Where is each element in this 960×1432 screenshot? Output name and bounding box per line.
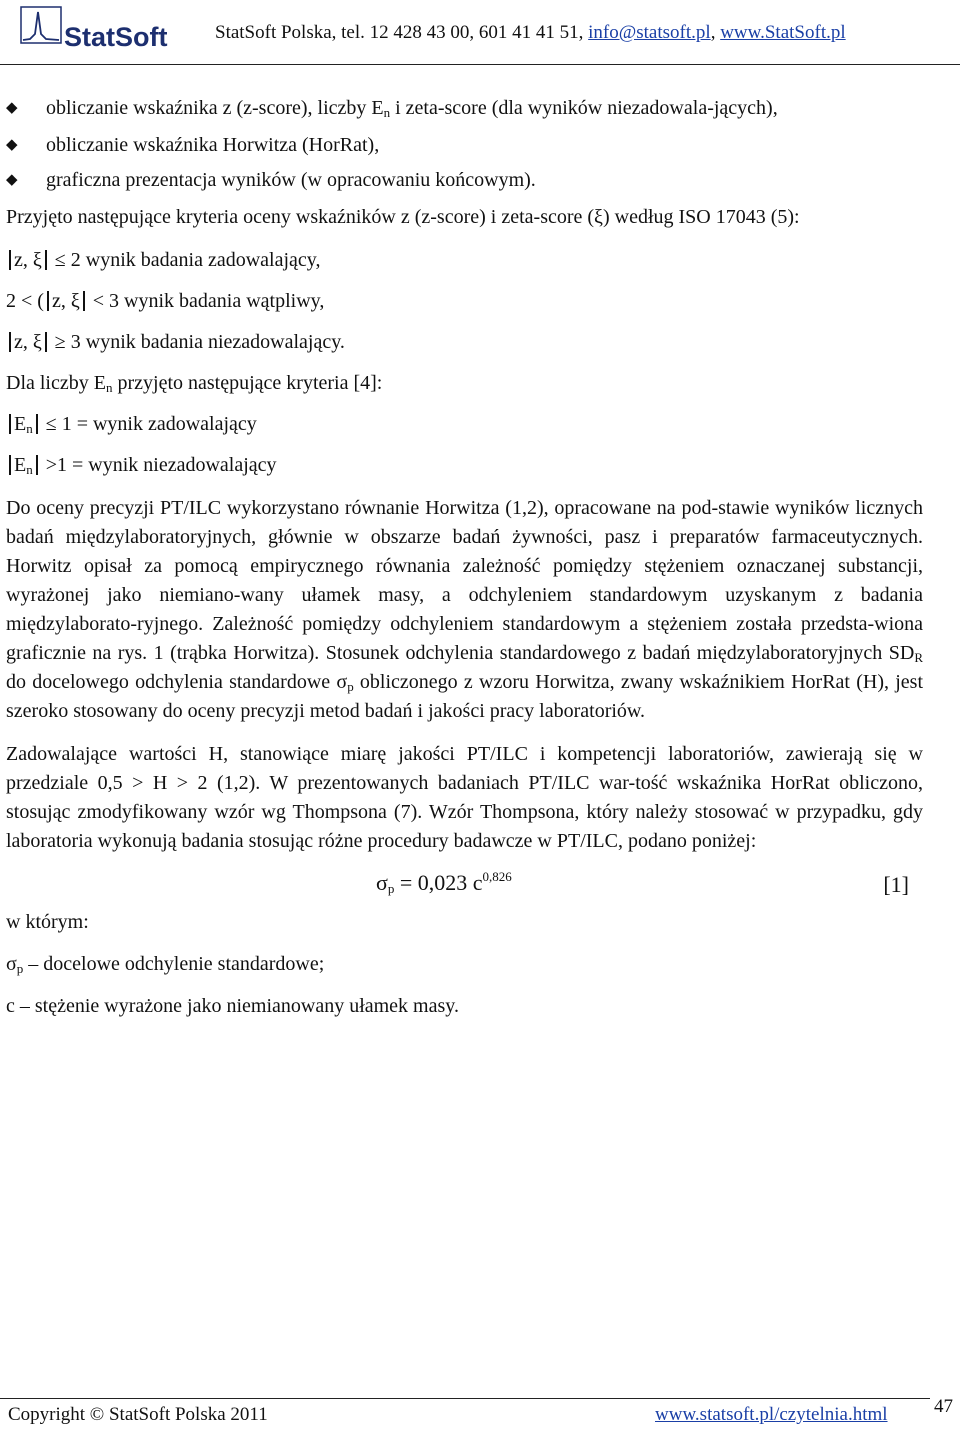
contact-text: StatSoft Polska, tel. 12 428 43 00, 601 41 41 51,	[215, 22, 589, 43]
separator: ,	[710, 22, 721, 43]
header-contact	[215, 22, 846, 44]
criterion-line: z, ξ ≤ 2 wynik badania zadowalający,	[6, 246, 923, 275]
footer-divider	[0, 1398, 930, 1399]
logo-chart-icon	[20, 6, 190, 52]
where-label: w którym:	[6, 911, 89, 933]
definition-sigma: $\sigma_p$ – docelowe odchylenie standardowe;	[6, 953, 325, 976]
criterion-line: z, ξ ≥ 3 wynik badania niezadowalający.	[6, 328, 923, 357]
email-link[interactable]: info@statsoft.pl	[588, 22, 711, 43]
header-divider	[0, 64, 960, 65]
horrat-paragraph: Zadowalające wartości H, stanowiące miarę jakości PT/ILC i kompetencji laboratoriów, zawierają się w przedziale 0,5 > H > 2 (1,2). W prezentowanych badaniach PT/ILC war-tość wskaźnika HorRat obliczono, stosując zmodyfikowany wzór wg Thompsona (7). Wzór Thompsona, który należy stosować w przypadku, gdy laboratoria wykonują badania stosując różne procedury badawcze w PT/ILC, podano poniżej:	[6, 743, 923, 852]
website-link[interactable]: www.StatSoft.pl	[720, 22, 846, 43]
document-body	[6, 94, 923, 1021]
en-criterion-line: $E_n \le 1$ = wynik zadowalający	[6, 410, 923, 439]
en-criteria-intro: Dla liczby $E_n$ przyjęto następujące kryteria [4]:	[6, 372, 383, 395]
diamond-bullet-icon: ◆	[6, 100, 18, 116]
footer-link[interactable]: www.statsoft.pl/czytelnia.html	[655, 1404, 888, 1425]
bullet-text: obliczanie wskaźnika Horwitza (HorRat),	[46, 134, 380, 156]
criterion-line: 2 < ( z, ξ < 3 wynik badania wątpliwy,	[6, 290, 325, 312]
equation-body: $\sigma_p = 0,023$ $c^{0,826}$	[376, 869, 512, 896]
statsoft-logo	[20, 6, 190, 52]
footer-copyright: Copyright © StatSoft Polska 2011	[8, 1404, 268, 1425]
en-criterion-line: $E_n >1$ = wynik niezadowalający	[6, 451, 923, 480]
logo-text: StatSoft	[64, 22, 168, 52]
diamond-bullet-icon: ◆	[6, 172, 18, 188]
equation	[6, 862, 923, 904]
definition-c: c – stężenie wyrażone jako niemianowany ułamek masy.	[6, 995, 459, 1017]
equation-number: [1]	[883, 872, 909, 897]
diamond-bullet-icon: ◆	[6, 137, 18, 153]
bullet-item	[6, 94, 923, 123]
bullet-item	[6, 131, 923, 160]
bullet-text: obliczanie wskaźnika z (z-score), liczby $E_n$ i zeta-score (dla wyników niezadowala-jących),	[46, 97, 778, 120]
page-header	[0, 0, 960, 70]
horwitz-paragraph: Do oceny precyzji PT/ILC wykorzystano równanie Horwitza (1,2), opracowane na pod-stawie wyników licznych badań międzylaboratoryjnych, głównie w obszarze badań żywności, pasz i preparatów farmaceutycznych. Horwitz opisał za pomocą empirycznego równania zależność pomiędzy stężeniem oznaczanej substancji, wyrażonej jako niemiano-wany ułamek masy, a odchyleniem standardowym uzyskanym z badania międzylaborato-ryjnego. Zależność pomiędzy odchyleniem standardowym a stężeniem została przedsta-wiona graficznie na rys. 1 (trąbka Horwitza). Stosunek odchylenia standardowego z badań międzylaboratoryjnych $SD_R$ do docelowego odchylenia standardowe $\sigma_p$ obliczonego z wzoru Horwitza, zwany wskaźnikiem HorRat (H), jest szeroko stosowany do oceny precyzji metod badań i jakości pracy laboratoriów.	[6, 497, 923, 722]
bullet-item	[6, 166, 923, 195]
bullet-text: graficzna prezentacja wyników (w opracowaniu końcowym).	[46, 169, 536, 191]
criteria-intro: Przyjęto następujące kryteria oceny wskaźników z (z-score) i zeta-score (ξ) według ISO 17043 (5):	[6, 206, 800, 228]
page-number: 47	[934, 1396, 953, 1417]
